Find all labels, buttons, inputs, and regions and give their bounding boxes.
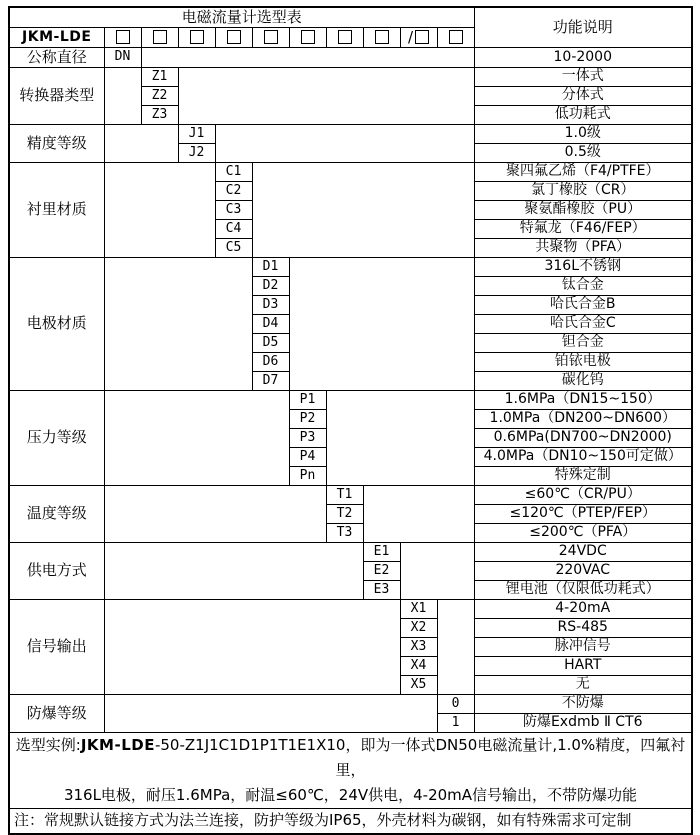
group-label: 防爆等级 xyxy=(9,694,104,732)
option-code: E1 xyxy=(363,542,400,561)
option-code: Z1 xyxy=(141,67,178,86)
spacer xyxy=(104,694,437,732)
selection-example xyxy=(9,732,692,808)
option-code: D6 xyxy=(252,352,289,371)
option-row xyxy=(9,694,692,713)
group-label: 公称直径 xyxy=(9,47,104,67)
option-code: X3 xyxy=(400,637,437,656)
option-row xyxy=(9,485,692,504)
option-code: P3 xyxy=(289,428,326,447)
option-desc: ≤200℃（PFA） xyxy=(474,523,692,542)
option-code: Z3 xyxy=(141,105,178,124)
option-code: X4 xyxy=(400,656,437,675)
option-desc: 脉冲信号 xyxy=(474,637,692,656)
option-desc: 氯丁橡胶（CR） xyxy=(474,181,692,200)
option-row xyxy=(9,542,692,561)
option-desc: 0.6MPa(DN700~DN2000) xyxy=(474,428,692,447)
option-desc: HART xyxy=(474,656,692,675)
option-code: D2 xyxy=(252,276,289,295)
checkbox-icon xyxy=(375,30,389,44)
option-code: P1 xyxy=(289,390,326,409)
spacer xyxy=(141,47,474,67)
option-code: J1 xyxy=(178,124,215,143)
model-code-box-cell-2[interactable] xyxy=(141,28,178,48)
option-code: D1 xyxy=(252,257,289,276)
option-desc: 0.5级 xyxy=(474,143,692,162)
table-head-section xyxy=(9,7,692,47)
option-desc: 铂铱电极 xyxy=(474,352,692,371)
option-code: D4 xyxy=(252,314,289,333)
note-row xyxy=(9,808,692,834)
option-desc: RS-485 xyxy=(474,618,692,637)
option-desc: 低功耗式 xyxy=(474,105,692,124)
group-label: 衬里材质 xyxy=(9,162,104,257)
title-row xyxy=(9,7,692,28)
checkbox-icon xyxy=(264,30,278,44)
group-label: 转换器类型 xyxy=(9,67,104,124)
group-label: 压力等级 xyxy=(9,390,104,485)
checkbox-icon xyxy=(415,30,429,44)
option-code: C3 xyxy=(215,200,252,219)
group-label: 精度等级 xyxy=(9,124,104,162)
option-code: Z2 xyxy=(141,86,178,105)
option-desc: 不防爆 xyxy=(474,694,692,713)
option-desc: ≤60℃（CR/PU） xyxy=(474,485,692,504)
model-code-box-cell-1[interactable] xyxy=(104,28,141,48)
model-code-box-cell-7[interactable] xyxy=(326,28,363,48)
option-desc: 锂电池（仅限低功耗式） xyxy=(474,580,692,599)
option-desc: 4.0MPa（DN10~150可定做） xyxy=(474,447,692,466)
function-header: 功能说明 xyxy=(474,7,692,47)
checkbox-icon xyxy=(301,30,315,44)
spacer xyxy=(104,485,326,542)
option-code: D5 xyxy=(252,333,289,352)
example-model-code: JKM-LDE xyxy=(80,735,155,754)
option-desc: 1.0MPa（DN200~DN600） xyxy=(474,409,692,428)
spacer xyxy=(104,542,363,599)
model-code-box-cell-4[interactable] xyxy=(215,28,252,48)
table-footer-section xyxy=(9,732,692,834)
option-desc: 24VDC xyxy=(474,542,692,561)
option-desc: 316L不锈钢 xyxy=(474,257,692,276)
spacer xyxy=(104,67,141,124)
option-code: J2 xyxy=(178,143,215,162)
option-code: P4 xyxy=(289,447,326,466)
spacer xyxy=(437,599,474,694)
table-title: 电磁流量计选型表 xyxy=(9,7,474,28)
spacer xyxy=(363,485,474,542)
model-code-box-cell-5[interactable] xyxy=(252,28,289,48)
option-code: 0 xyxy=(437,694,474,713)
example-row xyxy=(9,732,692,808)
option-code: T3 xyxy=(326,523,363,542)
option-code: DN xyxy=(104,47,141,67)
option-desc: 钛合金 xyxy=(474,276,692,295)
option-code: D7 xyxy=(252,371,289,390)
model-code-box-cell-10[interactable] xyxy=(437,28,474,48)
model-prefix: JKM-LDE xyxy=(9,28,104,48)
option-code: Pn xyxy=(289,466,326,485)
model-code-box-cell-6[interactable] xyxy=(289,28,326,48)
option-desc: 220VAC xyxy=(474,561,692,580)
option-desc: ≤120℃（PTEP/FEP） xyxy=(474,504,692,523)
group-label: 供电方式 xyxy=(9,542,104,599)
option-desc: 无 xyxy=(474,675,692,694)
model-code-box-cell-3[interactable] xyxy=(178,28,215,48)
group-label: 信号输出 xyxy=(9,599,104,694)
option-desc: 分体式 xyxy=(474,86,692,105)
option-row xyxy=(9,67,692,86)
example-line-2: 316L电极，耐压1.6MPa，耐温≤60℃，24V供电，4-20mA信号输出，不带防爆功能 xyxy=(63,785,638,804)
option-code: P2 xyxy=(289,409,326,428)
option-desc: 4-20mA xyxy=(474,599,692,618)
spacer xyxy=(104,124,178,162)
option-row xyxy=(9,47,692,67)
example-line-1-text: -50-Z1J1C1D1P1T1E1X10，即为一体式DN50电磁流量计,1.0%精度，四氟衬里， xyxy=(154,735,686,779)
spacer xyxy=(104,257,252,390)
option-code: X5 xyxy=(400,675,437,694)
example-label: 选型实例: xyxy=(15,735,81,754)
model-code-box-cell-9[interactable] xyxy=(400,28,437,48)
option-desc: 特殊定制 xyxy=(474,466,692,485)
option-row xyxy=(9,124,692,143)
spacer xyxy=(104,390,289,485)
option-row xyxy=(9,390,692,409)
checkbox-icon xyxy=(153,30,167,44)
option-row xyxy=(9,599,692,618)
selection-table xyxy=(8,6,693,835)
model-code-box-cell-8[interactable] xyxy=(363,28,400,48)
spacer xyxy=(104,162,215,257)
spacer xyxy=(104,599,400,694)
option-code: C1 xyxy=(215,162,252,181)
option-code: T1 xyxy=(326,485,363,504)
option-desc: 一体式 xyxy=(474,67,692,86)
option-code: E3 xyxy=(363,580,400,599)
option-code: X2 xyxy=(400,618,437,637)
checkbox-icon xyxy=(227,30,241,44)
option-code: T2 xyxy=(326,504,363,523)
option-row xyxy=(9,257,692,276)
checkbox-icon xyxy=(338,30,352,44)
spacer xyxy=(215,124,474,162)
option-groups-section xyxy=(9,47,692,732)
option-desc: 聚四氟乙烯（F4/PTFE） xyxy=(474,162,692,181)
group-label: 温度等级 xyxy=(9,485,104,542)
option-desc: 1.6MPa（DN15~150） xyxy=(474,390,692,409)
slash-separator: / xyxy=(407,28,414,46)
group-label: 电极材质 xyxy=(9,257,104,390)
option-desc: 10-2000 xyxy=(474,47,692,67)
checkbox-icon xyxy=(190,30,204,44)
spacer xyxy=(178,67,474,124)
option-code: 1 xyxy=(437,713,474,732)
option-row xyxy=(9,162,692,181)
checkbox-icon xyxy=(449,30,463,44)
option-desc: 共聚物（PFA） xyxy=(474,238,692,257)
option-code: C2 xyxy=(215,181,252,200)
spacer xyxy=(252,162,474,257)
option-code: C4 xyxy=(215,219,252,238)
example-line-1 xyxy=(10,733,691,783)
spacer xyxy=(400,542,474,599)
option-code: D3 xyxy=(252,295,289,314)
option-desc: 1.0级 xyxy=(474,124,692,143)
option-desc: 碳化钨 xyxy=(474,371,692,390)
option-desc: 防爆Exdmb Ⅱ CT6 xyxy=(474,713,692,732)
option-code: X1 xyxy=(400,599,437,618)
option-desc: 哈氏合金C xyxy=(474,314,692,333)
spacer xyxy=(326,390,474,485)
spacer xyxy=(289,257,474,390)
option-desc: 特氟龙（F46/FEP） xyxy=(474,219,692,238)
option-desc: 哈氏合金B xyxy=(474,295,692,314)
checkbox-icon xyxy=(116,30,130,44)
note-text: 注：常规默认链接方式为法兰连接，防护等级为IP65，外壳材料为碳钢，如有特殊需求可定制 xyxy=(9,808,692,834)
option-desc: 钽合金 xyxy=(474,333,692,352)
option-code: E2 xyxy=(363,561,400,580)
option-code: C5 xyxy=(215,238,252,257)
option-desc: 聚氨酯橡胶（PU） xyxy=(474,200,692,219)
